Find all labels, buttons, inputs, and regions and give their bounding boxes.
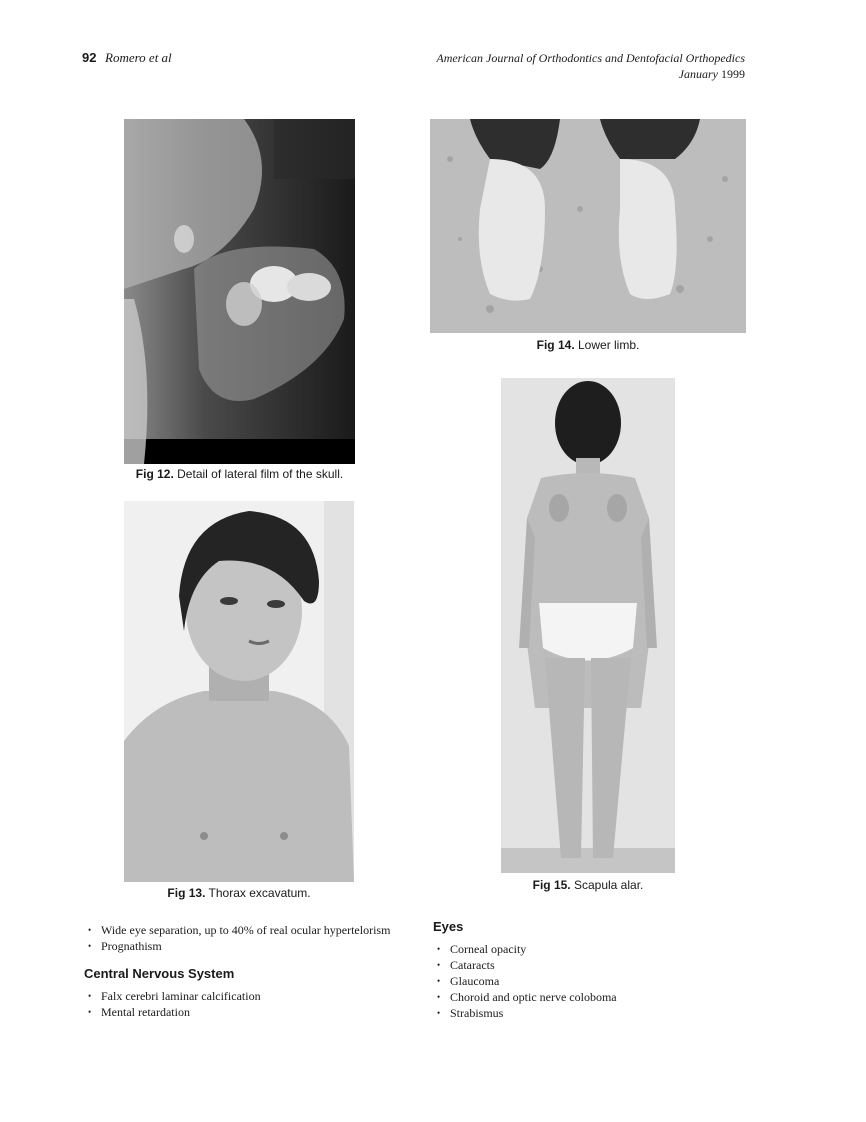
fig15-caption-text: Scapula alar. bbox=[573, 878, 644, 892]
fig14-label: Fig 14. bbox=[536, 338, 575, 352]
fig12-caption bbox=[124, 467, 355, 481]
list-item: • Choroid and optic nerve coloboma bbox=[433, 989, 617, 1005]
list-item: • Prognathism bbox=[84, 938, 390, 954]
list-item: • Cataracts bbox=[433, 957, 617, 973]
list-item: • Glaucoma bbox=[433, 973, 617, 989]
fig15-back-image bbox=[501, 378, 675, 873]
fig12-caption-text: Detail of lateral film of the skull. bbox=[177, 467, 344, 481]
list-item: • Corneal opacity bbox=[433, 941, 617, 957]
fig15-caption bbox=[501, 878, 675, 892]
cns-findings-list bbox=[84, 988, 261, 1020]
fig14-caption-text: Lower limb. bbox=[578, 338, 640, 352]
list-item: • Falx cerebri laminar calcification bbox=[84, 988, 261, 1004]
fig14-feet-image bbox=[430, 119, 746, 333]
issue-date bbox=[679, 67, 745, 82]
fig12-xray-image bbox=[124, 119, 355, 464]
fig13-caption-text: Thorax excavatum. bbox=[208, 886, 311, 900]
issue-year: 1999 bbox=[721, 67, 745, 81]
list-item: • Strabismus bbox=[433, 1005, 617, 1021]
journal-title: American Journal of Orthodontics and Dentofacial Orthopedics bbox=[436, 51, 745, 65]
craniofacial-findings-list bbox=[84, 922, 390, 954]
list-item: • Mental retardation bbox=[84, 1004, 261, 1020]
fig13-label: Fig 13. bbox=[167, 886, 206, 900]
issue-month: January bbox=[678, 67, 718, 81]
running-authors: Romero et al bbox=[105, 50, 172, 65]
section-heading-cns: Central Nervous System bbox=[84, 966, 235, 981]
fig13-caption bbox=[124, 886, 354, 900]
fig14-caption bbox=[430, 338, 746, 352]
eye-findings-list bbox=[433, 941, 617, 1021]
fig13-portrait-image bbox=[124, 501, 354, 882]
section-heading-eyes: Eyes bbox=[433, 919, 464, 934]
fig15-label: Fig 15. bbox=[532, 878, 571, 892]
fig12-label: Fig 12. bbox=[135, 467, 174, 481]
page-number: 92 bbox=[82, 50, 97, 65]
list-item: • Wide eye separation, up to 40% of real ocular hypertelorism bbox=[84, 922, 390, 938]
